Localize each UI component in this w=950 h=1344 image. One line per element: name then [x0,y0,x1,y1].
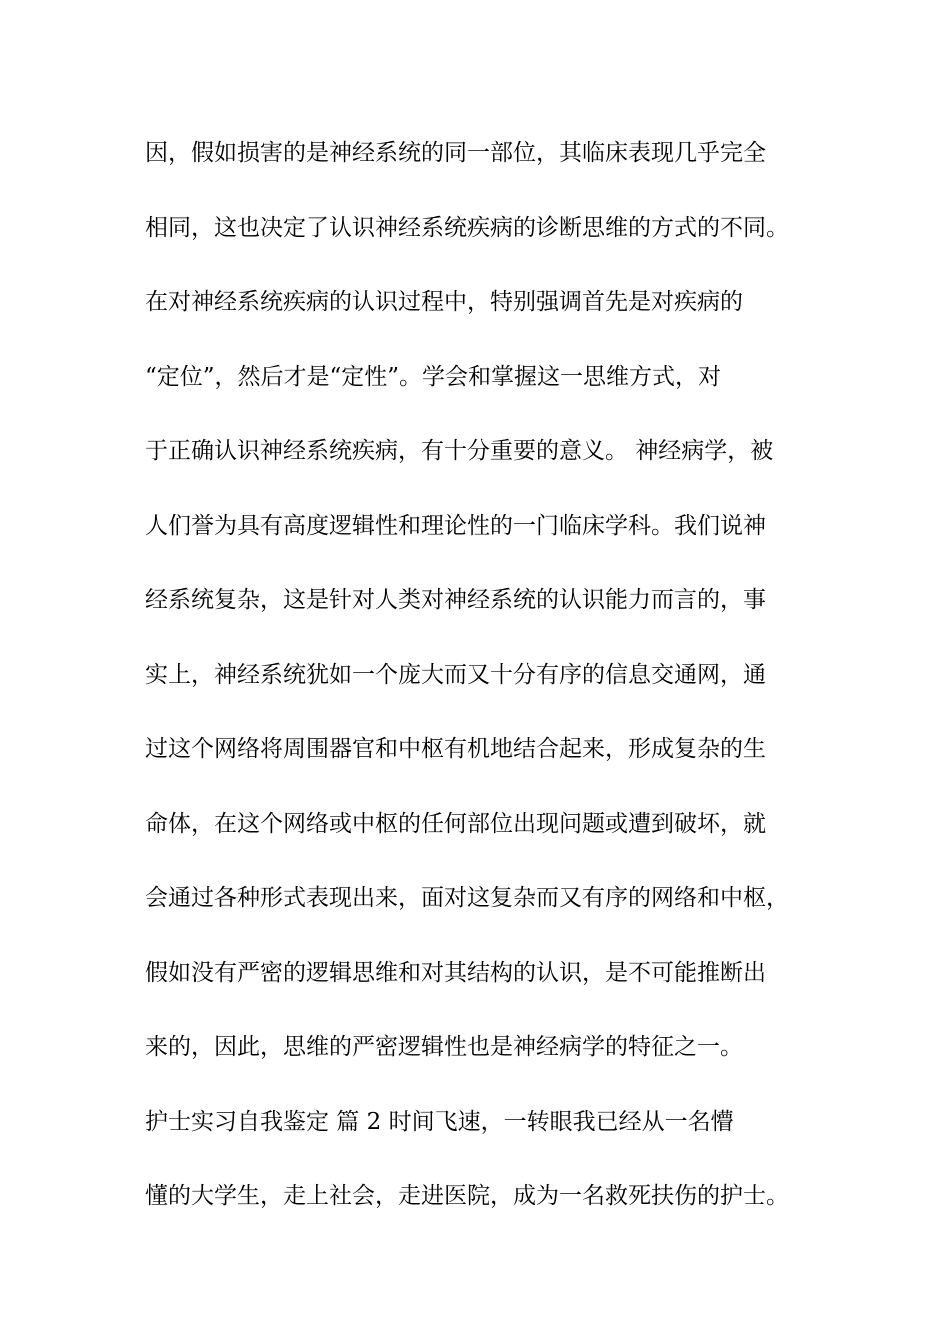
text-line: 来的，因此，思维的严密逻辑性也是神经病学的特征之一。 [145,1034,743,1060]
section-heading-line: 护士实习自我鉴定 篇 2 时间飞速，一转眼我已经从一名懵 [145,1108,734,1135]
text-line: 人们誉为具有高度逻辑性和理论性的一门临床学科。我们说神 [145,512,766,539]
text-line: 命体，在这个网络或中枢的任何部位出现问题或遭到破坏，就 [145,810,766,837]
text-line: 于正确认识神经系统疾病，有十分重要的意义。 神经病学，被 [145,438,774,464]
body-text [145,131,845,1249]
text-line: 因，假如损害的是神经系统的同一部位，其临床表现几乎完全 [145,140,766,166]
text-line: 实上，神经系统犹如一个庞大而又十分有序的信息交通网，通 [145,661,766,688]
text-line: 过这个网络将周围器官和中枢有机地结合起来，形成复杂的生 [145,736,766,762]
text-line: “定位”，然后才是“定性”。学会和掌握这一思维方式，对 [145,363,722,390]
text-line: 懂的大学生，走上社会，走进医院，成为一名救死扶伤的护士。 [145,1183,789,1209]
text-line: 在对神经系统疾病的认识过程中，特别强调首先是对疾病的 [145,289,743,315]
text-line: 假如没有严密的逻辑思维和对其结构的认识，是不可能推断出 [145,959,766,986]
text-line: 会通过各种形式表现出来，面对这复杂而又有序的网络和中枢， [145,885,789,911]
text-line: 经系统复杂，这是针对人类对神经系统的认识能力而言的，事 [145,587,766,613]
text-line: 相同，这也决定了认识神经系统疾病的诊断思维的方式的不同。 [145,214,789,241]
